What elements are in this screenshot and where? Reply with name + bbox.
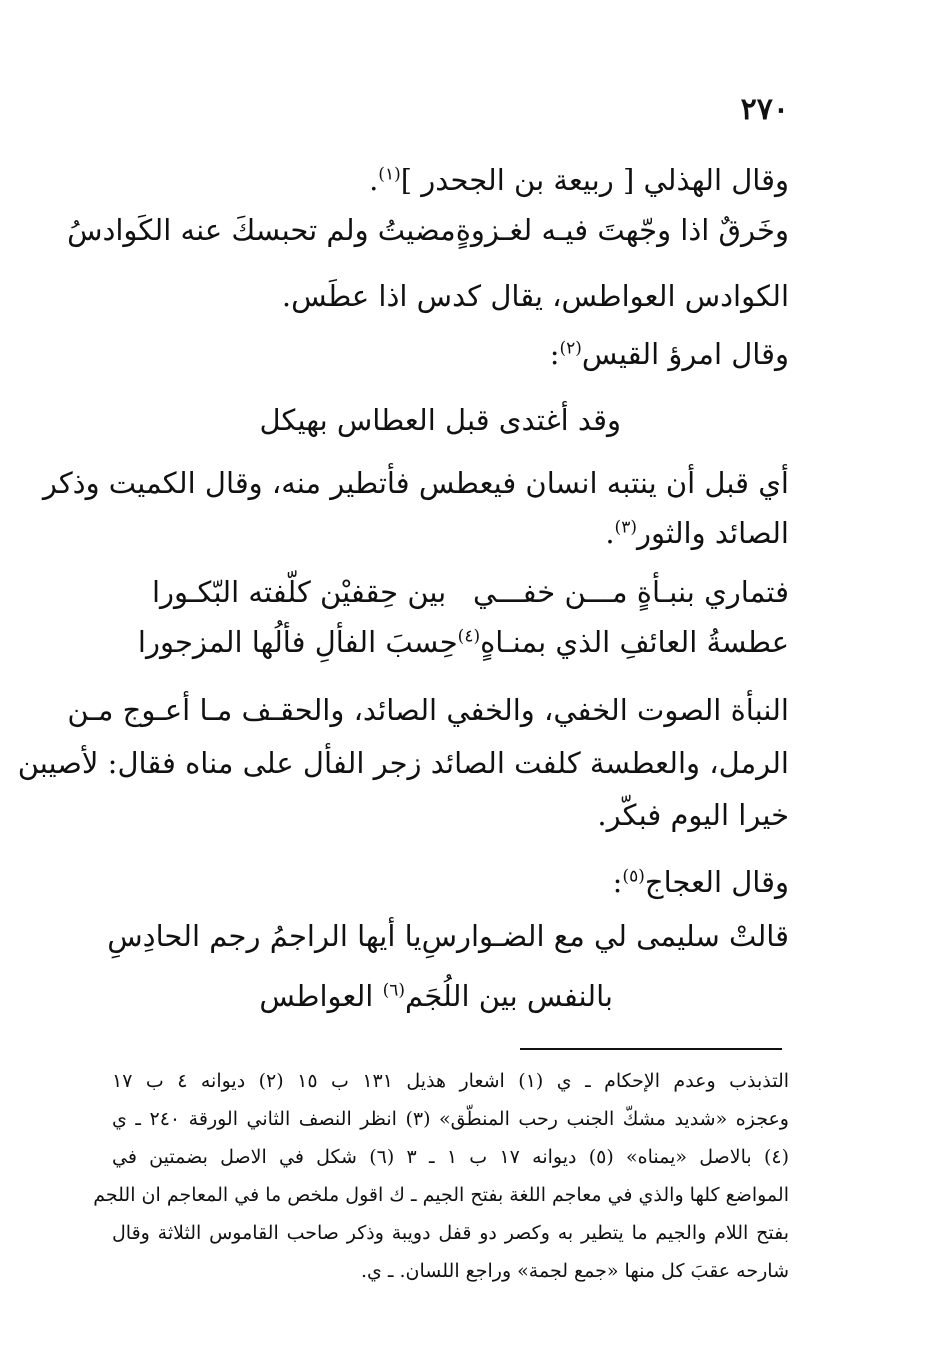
footnote-line-4: المواضع كلها والذي في معاجم اللغة بفتح الجيم ـ ك اقول ملخص ما في المعاجم ان اللجم	[93, 1184, 789, 1206]
verse-3-second-hemistich: حِسبَ الفألِ فألُها المزجورا	[137, 625, 458, 659]
line-4-text: وقال امرؤ القيس	[581, 337, 789, 371]
line-11: الرمل، والعطسة كلفت الصائد زجر الفأل على مناه فقال: لأصيبن	[17, 746, 789, 780]
footnote-line-6: شارحه عقبَ كل منها «جمع لجمة» وراجع اللسان. ـ ي.	[360, 1260, 789, 1282]
line-4-end: :	[549, 337, 560, 371]
footnote-line-1: التذبذب وعدم الإحكام ـ ي (١) اشعار هذيل ١٣١ ب ١٥ (٢) ديوانه ٤ ب ١٧	[112, 1070, 790, 1092]
verse-4-second-hemistich: يا أيها الراجمُ رجم الحادِسِ	[107, 919, 422, 953]
line-3: الكوادس العواطس، يقال كدس اذا عطَس.	[281, 279, 789, 313]
line-4	[550, 334, 789, 374]
page-number: ٢٧٠	[740, 92, 789, 127]
footnote-ref-2: (٢)	[559, 338, 582, 359]
line-15-text-a: بالنفس بين اللُجَم	[405, 979, 613, 1013]
line-13-text: وقال العجاج	[644, 865, 789, 899]
footnote-ref-5: (٥)	[622, 866, 645, 887]
line-15	[259, 976, 613, 1016]
verse-3-first-hemistich	[458, 622, 789, 662]
verse-1	[67, 210, 789, 250]
line-7-end: .	[605, 516, 615, 550]
line-13	[613, 862, 789, 902]
footnote-ref-4: (٤)	[457, 626, 481, 647]
line-7-text: الصائد والثور	[636, 516, 789, 550]
footnote-ref-1: (١)	[378, 164, 401, 185]
verse-4-first-hemistich: قالتْ سليمى لي مع الضـوارسِ	[421, 919, 789, 953]
footnote-line-2: وعجزه «شديد مشكّ الجنب رحب المنطّق» (٣) انظر النصف الثاني الورقة ٢٤٠ ـ ي	[112, 1108, 789, 1130]
line-7	[605, 513, 789, 553]
verse-2-second-hemistich: بين حِقفيْن كلّفته البّكـورا	[152, 575, 447, 609]
footnote-line-5: بفتح اللام والجيم ما يتطير به وكصر دو قفل دويبة وذكر صاحب القاموس الثلاثة وقال	[112, 1222, 789, 1244]
verse-quote-line: وقد أغتدى قبل العطاس بهيكل	[259, 403, 621, 437]
verse-2	[152, 572, 789, 612]
line-15-text-b: العواطس	[259, 979, 374, 1013]
verse-4	[107, 916, 789, 956]
footnote-ref-3: (٣)	[614, 517, 637, 538]
verse-3	[137, 622, 789, 662]
footnote-separator	[520, 1048, 782, 1050]
footnote-line-3: (٤) بالاصل «يمناه» (٥) ديوانه ١٧ ب ١ ـ ٣ (٦) شكل في الاصل بضمتين في	[112, 1146, 790, 1168]
line-1-end: .	[369, 163, 379, 197]
line-6: أي قبل أن ينتبه انسان فيعطس فأتطير منه، وقال الكميت وذكر	[42, 466, 789, 500]
line-10: النبأة الصوت الخفي، والخفي الصائد، والحقـف مـا أعـوج مـن	[67, 693, 789, 727]
footnote-ref-6: (٦)	[382, 980, 406, 1001]
verse-1-first-hemistich: وخَرقٌ اذا وجّهتَ فيـه لغـزوةٍ	[455, 213, 789, 247]
line-13-end: :	[612, 865, 623, 899]
verse-2-first-hemistich: فتماري بنبـأةٍ مـــن خفـــي	[472, 575, 789, 609]
line-1-text: وقال الهذلي [ ربيعة بن الجحدر ]	[400, 163, 789, 197]
verse-1-second-hemistich: مضيتُ ولم تحبسكَ عنه الكَوادسُ	[67, 213, 456, 247]
line-12: خيرا اليوم فبكّر.	[597, 798, 789, 832]
line-1	[369, 160, 789, 200]
verse-3-first-text: عطسةُ العائفِ الذي بمنـاهٍ	[480, 625, 789, 659]
